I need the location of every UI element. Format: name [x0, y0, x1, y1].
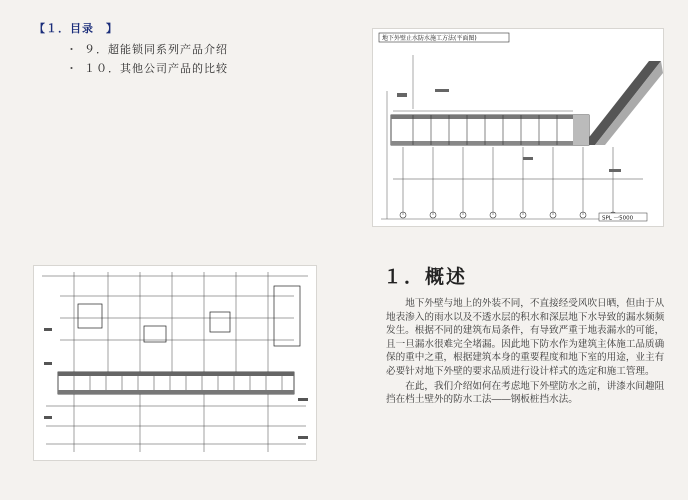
plan-drawing-svg: [373, 29, 663, 226]
bullet-icon: ・: [66, 62, 78, 75]
toc-item-label: １０．其他公司产品的比较: [84, 62, 228, 75]
engineering-drawing-elevation: [33, 265, 317, 461]
bullet-icon: ・: [66, 43, 78, 56]
body-text: [386, 297, 666, 408]
toc-item[interactable]: [66, 40, 228, 59]
toc-title: 【１．目录 】: [34, 22, 118, 35]
elevation-drawing-svg: [34, 266, 316, 460]
toc-item-label: ９．超能锁同系列产品介绍: [84, 43, 228, 56]
toc-list: [66, 40, 228, 78]
drawing-footer-code: SPL 一5000: [602, 215, 634, 222]
section-heading: １．概述: [383, 266, 468, 288]
paragraph: 在此，我们介绍如何在考虑地下外壁防水之前，讲漆水间趣阻挡在档土壁外的防水工法――钢板桩挡水法。: [386, 380, 665, 406]
drawing-title: 地下外壁止水防水施工方法(平面图): [382, 35, 477, 42]
toc-item[interactable]: [66, 59, 228, 78]
engineering-drawing-plan: [372, 28, 664, 227]
paragraph: 地下外壁与地上的外装不同，不直接经受风吹日晒，但由于从地表渗入的雨水以及不透水层的积水和深层地下水导致的漏水频频发生。根据不同的建筑布局条件，有导致严重于地表漏水的可能，且一旦漏水很难完全堵漏。因此地下防水作为建筑主体施工品质确保的重中之重，根据建筑本身的重要程度和地下室的用途，业主有必要针对地下外壁的要求品质进行设计样式的选定和施工管理。: [386, 298, 665, 377]
